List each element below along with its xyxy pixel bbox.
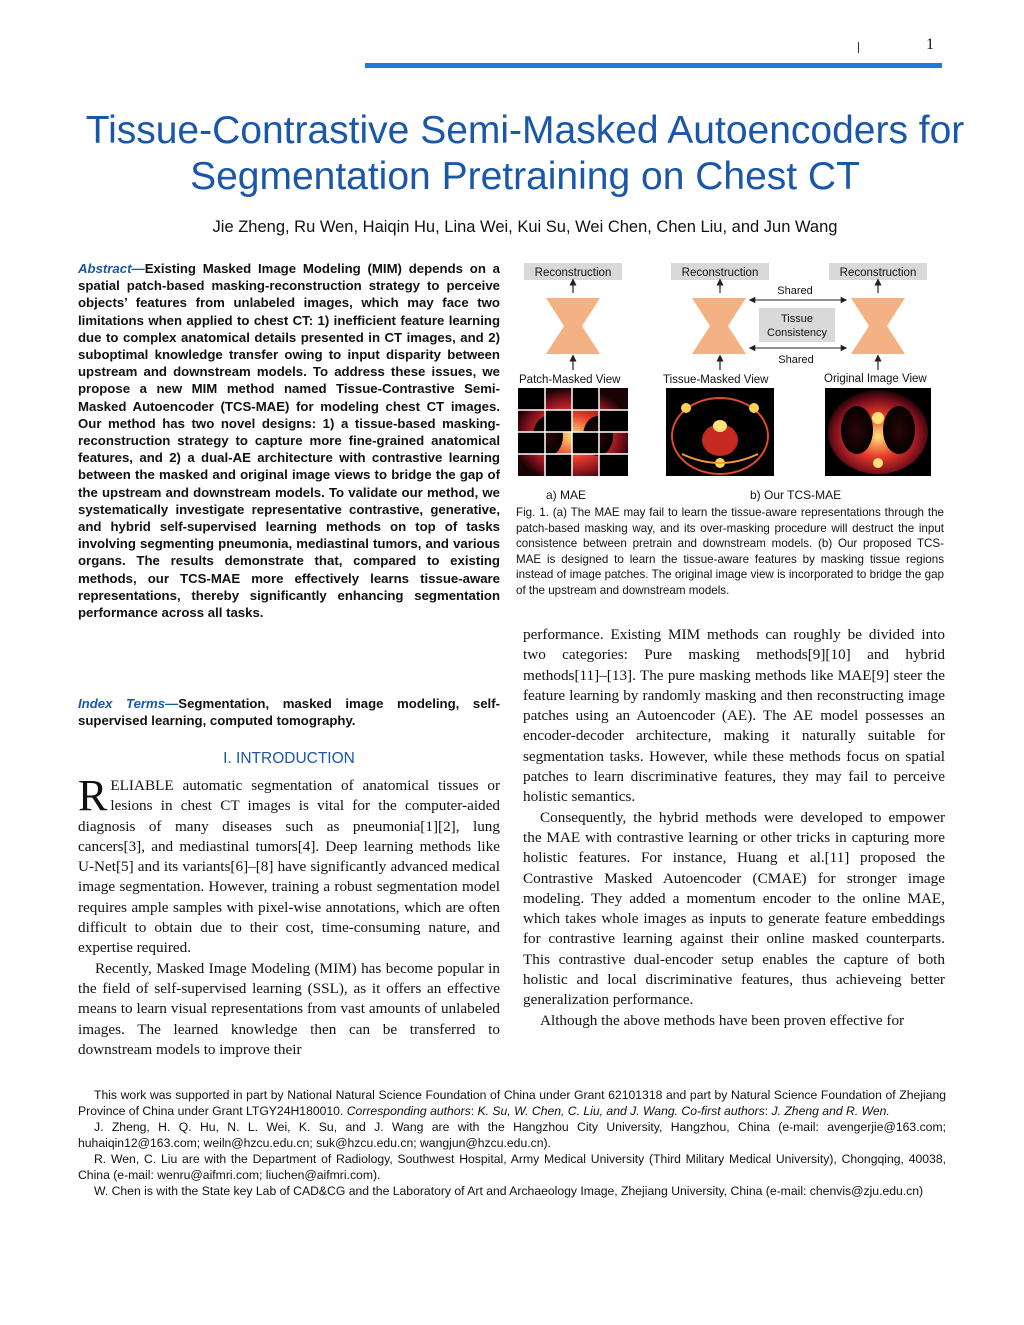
tissue-masked-view-label: Tissue-Masked View bbox=[663, 374, 769, 386]
tissue-consistency-line2: Consistency bbox=[767, 327, 827, 339]
abstract-text: Existing Masked Image Modeling (MIM) depends on a spatial patch-based masking-reconstruction strategy to perceive objects’ features from unlabeled images, which may face two limitations when applied to chest CT: 1) inefficient feature learning due to complex anatomical details presented in CT images, and 2) suboptimal knowledge transfer owing to input disparity between upstream and downstream models. To address these issues, we propose a new MIM method named Tissue-Contrastive Semi-Masked Autoencoder (TCS-MAE) for modeling chest CT images. Our method has two novel designs: 1) a tissue-based masking-reconstruction strategy to capture more fine-grained anatomical features, and 2) a dual-AE architecture with contrastive learning between the masked and original image views to bridge the gap of the upstream and downstream models. To validate our method, we systematically investigate representative contrastive, generative, and hybrid self-supervised learning methods on top of tasks involving segmenting pneumonia, mediastinal tumors, and various organs. The results demonstrate that, compared to existing methods, our TCS-MAE more effectively learns tissue-aware representations, thereby significantly enhancing segmentation performance across all tasks. bbox=[78, 261, 500, 621]
page-number: 1 bbox=[926, 36, 934, 53]
shared-label-top: Shared bbox=[777, 285, 813, 297]
shared-label-bottom: Shared bbox=[778, 354, 814, 366]
footnote-corresponding-label: Corresponding authors bbox=[346, 1104, 471, 1118]
original-view-label: Original Image View bbox=[824, 373, 927, 385]
footnote-affiliation-2: R. Wen, C. Liu are with the Department of Radiology, Southwest Hospital, Army Medical University (Third Military Medical University), Chongqing, 40038, China (e-mail: wenru@aifmri.com; liuchen@aifmri.com). bbox=[78, 1152, 946, 1182]
subfigure-a-label: a) MAE bbox=[546, 488, 587, 502]
footnote-colon-1: : bbox=[470, 1104, 478, 1118]
index-terms bbox=[78, 695, 500, 729]
original-image bbox=[825, 388, 931, 476]
reconstruction-label-b2: Reconstruction bbox=[839, 267, 917, 279]
intro-paragraph-4: Although the above methods have been proven effective for bbox=[540, 1011, 905, 1029]
footnote bbox=[78, 1087, 946, 1199]
intro-paragraph-1 bbox=[78, 771, 500, 959]
tissue-masked-image bbox=[666, 388, 774, 476]
footnote-cofirst-names: J. Zheng and R. Wen. bbox=[771, 1104, 890, 1118]
reconstruction-label-a: Reconstruction bbox=[534, 267, 612, 279]
footnote-affiliation-3: W. Chen is with the State key Lab of CAD&CG and the Laboratory of Art and Archaeology Image, Zhejiang University, China (e-mail: chenvis@zju.edu.cn) bbox=[94, 1184, 924, 1198]
footnote-colon-2: : bbox=[764, 1104, 772, 1118]
header-rule bbox=[365, 63, 942, 68]
tissue-consistency-line1: Tissue bbox=[781, 313, 813, 325]
author-list: Jie Zheng, Ru Wen, Haiqin Hu, Lina Wei, Kui Su, Wei Chen, Chen Liu, and Jun Wang bbox=[212, 218, 838, 236]
abstract bbox=[78, 260, 500, 621]
intro-paragraph-2: Recently, Masked Image Modeling (MIM) has become popular in the field of self-supervised learning (SSL), as it offers an effective means to learn visual representations from vast amounts of unlabeled images. The learned knowledge then can be transferred to downstream models to improve their bbox=[78, 959, 500, 1058]
subfigure-b-label: b) Our TCS-MAE bbox=[750, 488, 842, 502]
left-column-body bbox=[78, 771, 500, 1060]
abstract-label: Abstract— bbox=[78, 261, 145, 276]
index-terms-text: Segmentation, masked image modeling, self-supervised learning, computed tomography. bbox=[78, 696, 500, 729]
patch-masked-view-label: Patch-Masked View bbox=[519, 374, 621, 386]
intro-paragraph-1-text: automatic segmentation of anatomical tissues or lesions in chest CT images is vital for the computer-aided diagnosis of many diseases such as pneumonia[1][2], lung cancers[3], and mediastinal tumors[4]. Deep learning methods like U-Net[5] and its variants[6]–[8] have significantly advanced medical image segmentation. However, training a robust segmentation model requires ample samples with pixel-wise annotations, which are often difficult to obtain due to their cost, time-consuming nature, and expertise required. bbox=[78, 777, 500, 957]
index-terms-label: Index Terms— bbox=[78, 696, 179, 711]
drop-cap: R bbox=[78, 771, 108, 820]
reconstruction-label-b1: Reconstruction bbox=[681, 267, 759, 279]
intro-paragraph-2-continued: performance. Existing MIM methods can roughly be divided into two categories: Pure masking methods[9][10] and hybrid methods[11]–[13]. The pure masking methods like MAE[9] steer the feature learning by randomly masking and then reconstructing image patches using an Autoencoder (AE). The AE model possesses an encoder-decoder architecture, making it naturally suitable for segmentation tasks. However, while these methods focus on spatial patches to learn discriminative features, they may fail to perceive holistic semantics. bbox=[523, 626, 945, 806]
footnote-corresponding-names: K. Su, W. Chen, C. Liu, and J. Wang. Co-first authors bbox=[477, 1104, 765, 1118]
paper-title: Tissue-Contrastive Semi-Masked Autoencoders for Segmentation Pretraining on Chest CT bbox=[85, 109, 965, 198]
header-tick bbox=[858, 42, 859, 53]
autoencoder-shape-a bbox=[546, 298, 600, 354]
footnote-funding bbox=[78, 1087, 946, 1119]
small-caps-lead: ELIABLE bbox=[110, 777, 174, 794]
section-heading-introduction: I. INTRODUCTION bbox=[223, 750, 355, 767]
intro-paragraph-3: Consequently, the hybrid methods were developed to empower the MAE with contrastive learning or other tricks in capturing more holistic features. For instance, Huang et al.[11] proposed the Contrastive Masked Autoencoder (CMAE) for stronger image modeling. They added a momentum encoder to the online MAE, which takes whole images as inputs to generate feature embeddings for contrastive learning against their online masked counterparts. This contrastive dual-encoder setup enables the capture of both holistic and local discriminative features, thus achieveing better generalization performance. bbox=[523, 808, 945, 1009]
footnote-funding-text: This work was supported in part by National Natural Science Foundation of China under Grant 62101318 and part by Natural Science Foundation of Zhejiang Province of China under Grant LTGY24H180010. bbox=[78, 1088, 946, 1118]
autoencoder-shape-b1 bbox=[692, 298, 746, 354]
figure-1 bbox=[516, 258, 944, 508]
footnote-affiliation-1: J. Zheng, H. Q. Hu, N. L. Wei, K. Su, and J. Wang are with the Hangzhou City University, Hangzhou, China (e-mail: avengerjie@163.com; huhaiqin12@163.com; weiln@hzcu.edu.cn; suk@hzcu.edu.cn; wangjun@hzcu.edu.cn). bbox=[78, 1120, 946, 1150]
patch-masked-image bbox=[518, 388, 628, 476]
right-column-body bbox=[523, 625, 945, 1031]
autoencoder-shape-b2 bbox=[851, 298, 905, 354]
figure-1-caption: Fig. 1. (a) The MAE may fail to learn the tissue-aware representations through the patch-based masking way, and its over-masking procedure will destruct the input consistence between pretrain and downstream models. (b) Our proposed TCS-MAE is designed to learn the tissue-aware features by masking tissue regions instead of image patches. The original image view is incorporated to bridge the gap of the upstream and downstream models. bbox=[516, 506, 944, 597]
figure-1-diagram bbox=[516, 258, 944, 508]
